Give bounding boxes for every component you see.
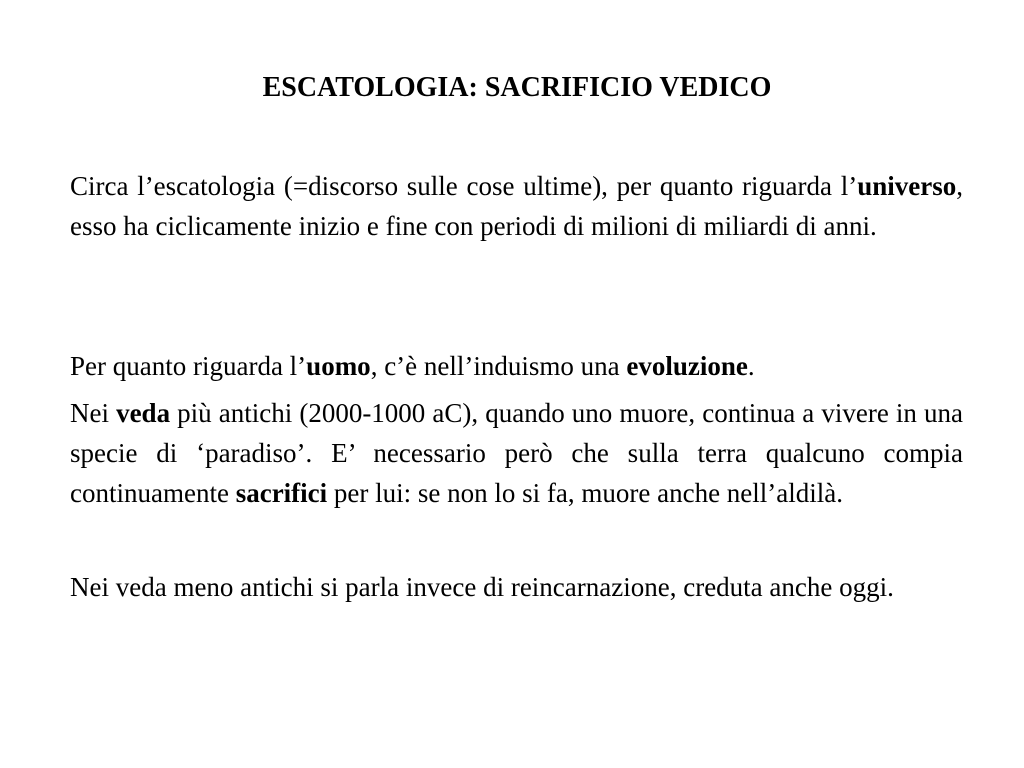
bold-term-universo: universo xyxy=(857,171,957,201)
paragraph-text: per lui: se non lo si fa, muore anche nell’aldilà. xyxy=(327,478,844,508)
paragraph-text: Nei xyxy=(70,398,117,428)
paragraph-universe xyxy=(70,166,963,246)
paragraph-text: . xyxy=(747,351,755,381)
paragraph-text: più antichi (2000-1000 aC), quando uno muore, continua a vivere in una specie di ‘paradiso’. E’ necessario però che sulla terra qualcuno compia continuamente xyxy=(70,398,963,508)
paragraph-reincarnation xyxy=(70,567,963,607)
paragraph-text: Circa l’escatologia (=discorso sulle cose ultime), per quanto riguarda l’ xyxy=(70,171,858,201)
paragraph-text: Nei veda meno antichi si parla invece di reincarnazione, creduta anche oggi. xyxy=(70,572,894,602)
paragraph-text: Per quanto riguarda l’ xyxy=(70,351,307,381)
paragraph-text: , esso ha ciclicamente inizio e fine con periodi di milioni di miliardi di anni. xyxy=(70,171,963,241)
slide-title: ESCATOLOGIA: SACRIFICIO VEDICO xyxy=(262,72,772,103)
bold-term-veda: veda xyxy=(116,398,171,428)
paragraph-man xyxy=(70,346,963,386)
bold-term-uomo: uomo xyxy=(306,351,371,381)
paragraph-text: , c’è nell’induismo una xyxy=(370,351,627,381)
bold-term-sacrifici: sacrifici xyxy=(235,478,328,508)
bold-term-evoluzione: evoluzione xyxy=(626,351,748,381)
paragraph-ancient-veda xyxy=(70,393,963,513)
